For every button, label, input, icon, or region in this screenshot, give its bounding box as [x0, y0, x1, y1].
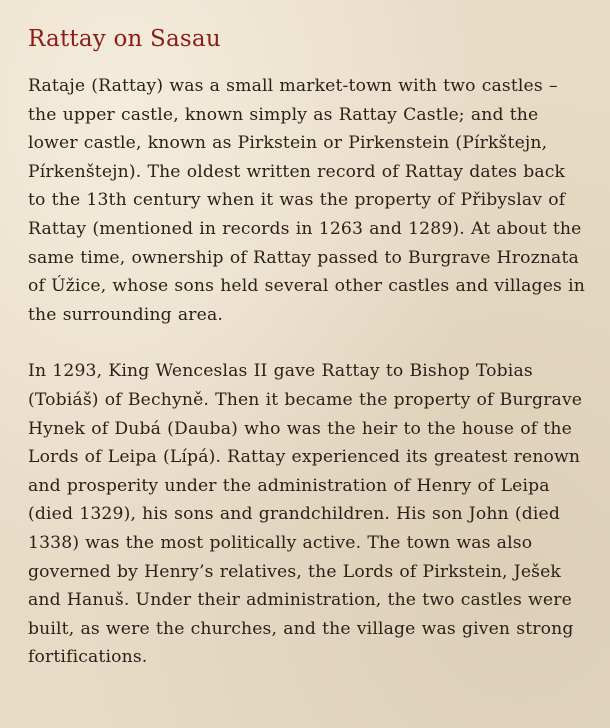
entry-title: Rattay on Sasau: [28, 26, 221, 52]
entry-paragraph-2: In 1293, King Wenceslas II gave Rattay to Bishop Tobias (Tobiáš) of Bechyně. Then it became the property of Burgrave Hynek of Dubá (Dauba) who was the heir to the house of the Lords of Leipa (Lípá). Rattay experienced its greatest renown and prosperity under the administration of Henry of Leipa (died 1329), his sons and grandchildren. His son John (died 1338) was the most politically active. The town was also governed by Henry’s relatives, the Lords of Pirkstein, Ješek and Hanuš. Under their administration, the two castles were built, as were the churches, and the village was given strong fortifications.: [28, 361, 583, 668]
entry-paragraph-1: Rataje (Rattay) was a small market-town with two castles – the upper castle, known simply as Rattay Castle; and the lower castle, known as Pirkstein or Pirkenstein (Pírkštejn, Pírkenštejn). The oldest written record of Rattay dates back to the 13th century when it was the property of Přibyslav of Rattay (mentioned in records in 1263 and 1289). At about the same time, ownership of Rattay passed to Burgrave Hroznata of Úžice, whose sons held several other castles and villages in the surrounding area.: [28, 76, 585, 325]
